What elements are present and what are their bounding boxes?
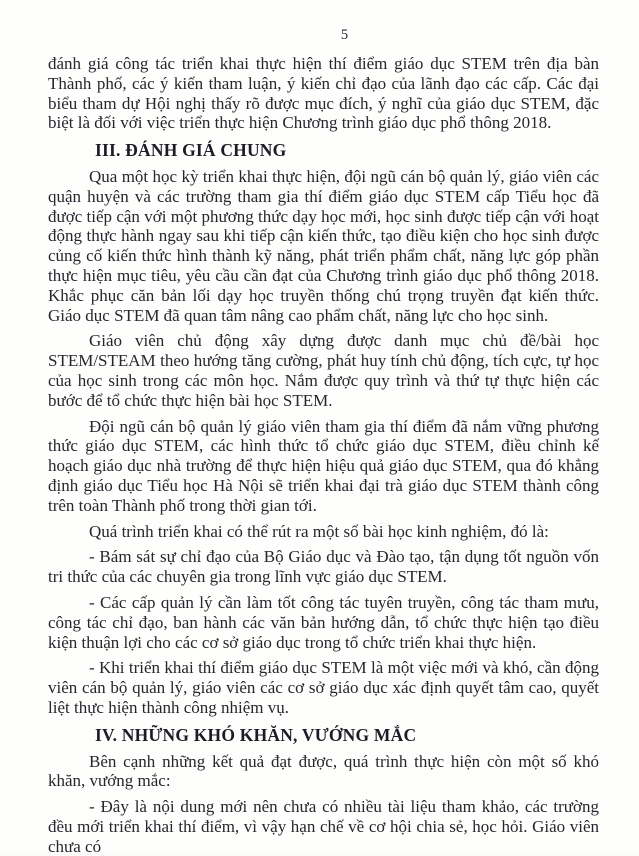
section-heading-iii: III. ĐÁNH GIÁ CHUNG [95,140,287,161]
paragraph-continued: đánh giá công tác triển khai thực hiện thí điểm giáo dục STEM trên địa bàn Thành phố, các ý kiến tham luận, ý kiến chỉ đạo của lãnh đạo các cấp. Các đại biểu tham dự Hội nghị thấy rõ được mục đích, ý nghĩ của giáo dục STEM, đặc biệt là đối với việc triển thực hiện Chương trình giáo dục phổ thông 2018. [48,54,599,133]
paragraph: Giáo viên chủ động xây dựng được danh mục chủ đề/bài học STEM/STEAM theo hướng tăng cường, phát huy tính chủ động, tích cực, tự học của học sinh trong các môn học. Nắm được quy trình và thứ tự thực hiện các bước để tổ chức thực hiện bài học STEM. [48,331,599,410]
paragraph-bullet: - Bám sát sự chỉ đạo của Bộ Giáo dục và Đào tạo, tận dụng tốt nguồn vốn tri thức của các chuyên gia trong lĩnh vực giáo dục STEM. [48,547,599,587]
page-number [0,27,639,44]
paragraph-bullet: - Các cấp quản lý cần làm tốt công tác tuyên truyền, công tác tham mưu, công tác chỉ đạo, ban hành các văn bản hướng dẫn, tổ chức thực hiện tạo điều kiện thuận lợi cho các cơ sở giáo dục trong tổ chức triển khai thực hiện. [48,592,599,652]
document-body [48,54,599,856]
paragraph: Đội ngũ cán bộ quản lý giáo viên tham gia thí điểm đã nắm vững phương thức giáo dục STEM, các hình thức tổ chức giáo dục STEM, điều chỉnh kế hoạch giáo dục nhà trường để thực hiện hiệu quả giáo dục STEM, qua đó khẳng định giáo dục Tiểu học Hà Nội sẽ triển khai đại trà giáo dục STEM thành công trên toàn Thành phố trong thời gian tới. [48,416,599,515]
page-number-value: 5 [340,27,349,43]
paragraph: Qua một học kỳ triển khai thực hiện, đội ngũ cán bộ quản lý, giáo viên các quận huyện và các trường tham gia thí điểm giáo dục STEM cấp Tiểu học đã được tiếp cận với một phương thức dạy học mới, học sinh được tiếp cận với hoạt động thực hành ngay sau khi tiếp cận kiến thức, tạo điều kiện cho học sinh được củng cố kiến thức hình thành kỹ năng, phát triển phẩm chất, năng lực góp phần thực hiện mục tiêu, yêu cầu cần đạt của Chương trình giáo dục phổ thông 2018. Khắc phục căn bản lối dạy học truyền thống chú trọng truyền đạt kiến thức. Giáo dục STEM đã quan tâm nâng cao phẩm chất, năng lực cho học sinh. [48,166,599,325]
paragraph-bullet: - Khi triển khai thí điểm giáo dục STEM là một việc mới và khó, cần động viên cán bộ quản lý, giáo viên các cơ sở giáo dục xác định quyết tâm cao, quyết liệt thực hiện thành công nhiệm vụ. [48,658,599,717]
paragraph: Quá trình triển khai có thể rút ra một số bài học kinh nghiệm, đó là: [89,521,549,541]
paragraph: Bên cạnh những kết quả đạt được, quá trình thực hiện còn một số khó khăn, vướng mắc: [48,751,599,791]
paragraph-bullet: - Đây là nội dung mới nên chưa có nhiều tài liệu tham khảo, các trường đều mới triển khai thí điểm, vì vậy hạn chế về cơ hội chia sẻ, học hỏi. Giáo viên chưa có [48,797,599,856]
section-heading-iv: IV. NHỮNG KHÓ KHĂN, VƯỚNG MẮC [95,724,417,745]
